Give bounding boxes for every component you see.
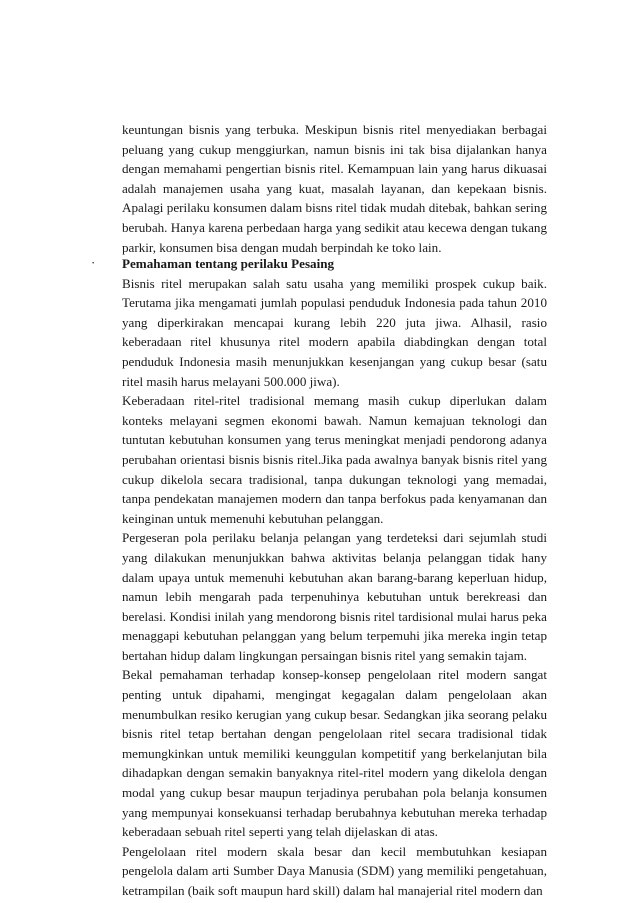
- intro-paragraph: keuntungan bisnis yang terbuka. Meskipun bisnis ritel menyediakan berbagai peluang yang cukup menggiurkan, namun bisnis ini tak bisa dijalankan hanya dengan memahami pengertian bisnis ritel. Kemampuan lain yang harus dikuasai adalah manajemen usaha yang kuat, masalah layanan, dan kepekaan bisnis. Apalagi perilaku konsumen dalam bisns ritel tidak mudah ditebak, bahkan sering berubah. Hanya karena perbedaan harga yang sedikit atau kecewa dengan tukang parkir, konsumen bisa dengan mudah berpindah ke toko lain.: [122, 122, 547, 255]
- section-paragraph-2: Keberadaan ritel-ritel tradisional memang masih cukup diperlukan dalam konteks melayani segmen ekonomi bawah. Namun kemajuan teknologi dan tuntutan kebutuhan konsumen yang terus meningkat menjadi pendorong adanya perubahan orientasi bisnis bisnis ritel.Jika pada awalnya banyak bisnis ritel yang cukup dikelola secara tradisional, tanpa dukungan teknologi yang memadai, tanpa pendekatan manajemen modern dan tanpa berfokus pada kenyamanan dan keinginan untuk memenuhi kebutuhan pelanggan.: [122, 393, 547, 526]
- bullet-marker: ·: [91, 255, 96, 270]
- intro-text-block: [122, 120, 547, 257]
- section-pesaing: [122, 254, 547, 901]
- section-paragraph-5: Pengelolaan ritel modern skala besar dan kecil membutuhkan kesiapan pengelola dalam arti Sumber Daya Manusia (SDM) yang memiliki pengetahuan, ketrampilan (baik soft maupun hard skill) dalam hal manajerial ritel modern dan: [122, 843, 547, 898]
- section-heading: Pemahaman tentang perilaku Pesaing: [122, 256, 335, 271]
- section-paragraph-1: Bisnis ritel merupakan salah satu usaha yang memiliki prospek cukup baik. Terutama jika mengamati jumlah populasi penduduk Indonesia pada tahun 2010 yang diperkirakan mencapai kurang lebih 220 juta jiwa. Alhasil, rasio keberadaan ritel khusunya ritel modern apabila diabdingkan dengan total penduduk Indonesia masih menunjukkan kesenjangan yang cukup besar (satu ritel masih harus melayani 500.000 jiwa).: [122, 275, 547, 389]
- section-paragraph-3: Pergeseran pola perilaku belanja pelangan yang terdeteksi dari sejumlah studi yang dilakukan menunjukkan bahwa aktivitas belanja pelanggan tidak hany dalam upaya untuk memenuhi kebutuhan akan barang-barang keperluan hidup, namun lebih mengarah pada terpenuhinya kebutuhan untuk berekreasi dan berelasi. Kondisi inilah yang mendorong bisnis ritel tardisional mulai harus peka menaggapi kebutuhan pelanggan yang belum terpemuhi jika mereka ingin tetap bertahan hidup dalam lingkungan persaingan bisnis ritel yang semakin tajam.: [122, 530, 547, 663]
- section-paragraph-4: Bekal pemahaman terhadap konsep-konsep pengelolaan ritel modern sangat penting untuk dipahami, mengingat kegagalan dalam pengelolaan akan menumbulkan resiko kerugian yang cukup besar. Sedangkan jika seorang pelaku bisnis ritel tetap bertahan dengan pengelolaan ritel secara tradisional tidak memungkinkan untuk memiliki keunggulan kompetitif yang berkelanjutan bila dihadapkan dengan semakin banyaknya ritel-ritel modern yang dikelola dengan modal yang cukup besar maupun terjadinya perubahan pola belanja konsumen yang mempunyai konsekuansi terhadap berubahnya kebutuhan mereka terhadap keberadaan sebuah ritel seperti yang telah dijelaskan di atas.: [122, 667, 547, 840]
